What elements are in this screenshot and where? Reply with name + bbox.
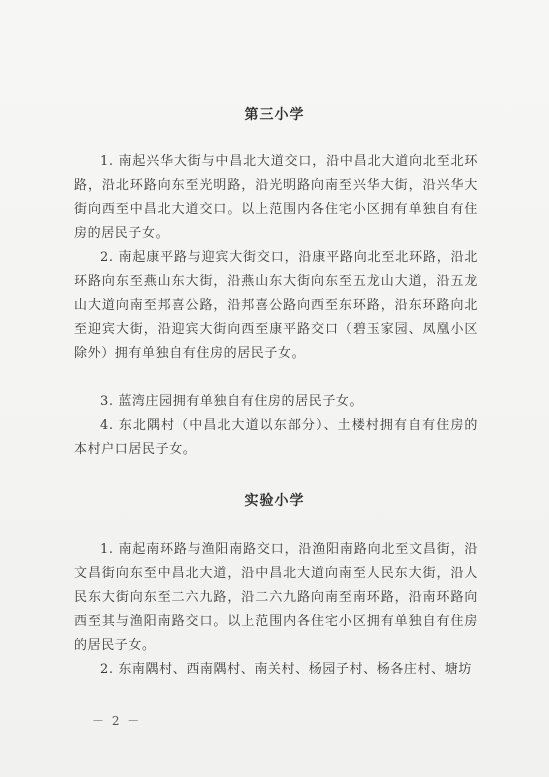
paragraph: 1. 南起兴华大街与中昌北大道交口，沿中昌北大道向北至北环路，沿北环路向东至光明路，沿光明路向南至兴华大街，沿兴华大街向西至中昌北大道交口。以上范围内各住宅小区拥有单独自有住房的居民子女。 xyxy=(74,154,478,241)
section-title-third-primary-school: 第三小学 xyxy=(244,107,305,123)
paragraph: 2. 东南隅村、西南隅村、南关村、杨园子村、杨各庄村、塘坊 xyxy=(100,662,472,677)
paragraph: 1. 南起南环路与渔阳南路交口，沿渔阳南路向北至文昌街，沿文昌街向东至中昌北大道，沿中昌北大道向南至人民东大街，沿人民东大街向东至二六九路，沿二六九路向南至南环路，沿南环路向西至其与渔阳南路交口。以上范围内各住宅小区拥有单独自有住房的居民子女。 xyxy=(74,542,478,653)
paragraph: 2. 南起康平路与迎宾大街交口，沿康平路向北至北环路，沿北环路向东至燕山东大街，沿燕山东大街向东至五龙山大道，沿五龙山大道向南至邦喜公路，沿邦喜公路向西至东环路，沿东环路向北至迎宾大街，沿迎宾大街向西至康平路交口（碧玉家园、凤凰小区除外）拥有单独自有住房的居民子女。 xyxy=(74,250,478,361)
section-title-experimental-primary-school: 实验小学 xyxy=(244,493,305,509)
paragraph: 4. 东北隅村（中昌北大道以东部分）、土楼村拥有自有住房的本村户口居民子女。 xyxy=(74,418,478,457)
page-number: － 2 － xyxy=(92,714,142,728)
paragraph: 3. 蓝湾庄园拥有单独自有住房的居民子女。 xyxy=(100,394,364,409)
